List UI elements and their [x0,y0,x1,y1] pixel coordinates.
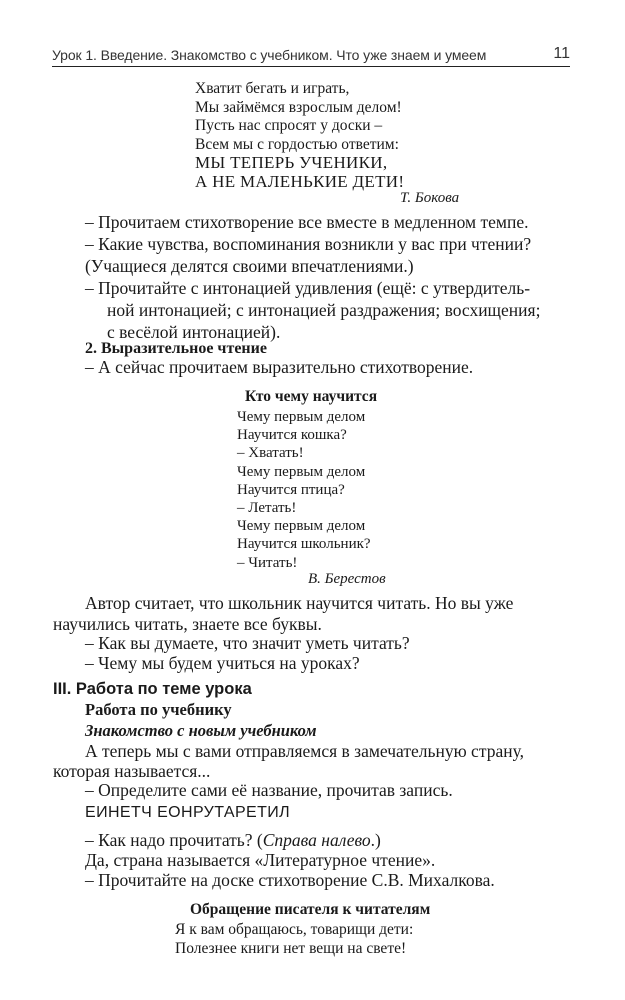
poem-3-title: Обращение писателя к читателям [190,901,431,918]
question-line [85,830,381,851]
poem-2 [237,408,371,572]
poem-1 [195,80,404,191]
page-number: 11 [553,45,570,62]
poem-line: Пусть нас спросят у доски – [195,117,383,134]
poem-line: Чему первым делом [237,463,366,480]
poem-line: Научится кошка? [237,427,347,444]
running-header [52,44,570,67]
paragraph-line: которая называется... [53,761,211,781]
section-3-subsubheading: Знакомство с новым учебником [85,721,317,740]
poem-line: МЫ ТЕПЕРЬ УЧЕНИКИ, [195,153,388,172]
poem-line: – Читать! [237,554,298,571]
instruction-line: – Определите сами её название, прочитав запись. [85,780,453,800]
poem-line: Хватит бегать и играть, [195,80,350,97]
question-prefix: – Как надо прочитать? ( [85,830,263,850]
section-3-heading: III. Работа по теме урока [53,680,252,698]
question-italic: Справа налево [262,830,371,850]
poem-line: Чему первым делом [237,409,366,425]
section-2-heading: 2. Выразительное чтение [85,340,267,357]
dialog-line-text: – Прочитайте с интонацией удивления (ещё: с утвердитель- [85,278,531,298]
poem-line: – Летать! [237,500,297,517]
poem-line: Я к вам обращаюсь, товарищи дети: [175,921,414,938]
dialog-line [85,278,570,299]
paragraph-line: Автор считает, что школьник научится читать. Но вы уже [85,593,514,613]
dialog-line: – Прочитаем стихотворение все вместе в медленном темпе. [85,212,529,232]
section-2-text: – А сейчас прочитаем выразительно стихотворение. [85,357,474,377]
answer-line: Да, страна называется «Литературное чтение». [85,850,436,870]
poem-line: А НЕ МАЛЕНЬКИЕ ДЕТИ! [195,171,405,191]
section-3-subheading: Работа по учебнику [85,700,232,719]
poem-line: Чему первым делом [237,518,366,535]
dialog-line: ной интонацией; с интонацией раздражения; восхищения; [107,300,541,320]
poem-line: Мы займёмся взрослым делом! [195,98,402,116]
poem-line: Полезнее книги нет вещи на свете! [175,940,407,957]
question-line: – Как вы думаете, что значит уметь читать? [85,633,410,653]
dialog-line: – Какие чувства, воспоминания возникли у вас при чтении? [85,234,532,254]
coded-word: ЕИНЕТЧ ЕОНРУТАРЕТИЛ [85,804,291,821]
paragraph-line: научились читать, знаете все буквы. [53,614,322,634]
poem-3 [175,920,413,958]
poem-2-author: В. Берестов [308,571,386,587]
dialog-line: (Учащиеся делятся своими впечатлениями.) [85,256,414,276]
instruction-line: – Прочитайте на доске стихотворение С.В. Михалкова. [85,870,495,890]
poem-line: Научится птица? [237,481,345,498]
running-header-title: Урок 1. Введение. Знакомство с учебником. Что уже знаем и умеем [52,47,487,63]
poem-2-title: Кто чему научится [245,388,378,405]
poem-line: – Хватать! [237,445,304,462]
question-line: – Чему мы будем учиться на уроках? [85,653,360,673]
dialog-line: с весёлой интонацией). [107,322,281,342]
question-suffix: .) [370,830,381,850]
paragraph-line: А теперь мы с вами отправляемся в замечательную страну, [85,741,524,761]
poem-1-author: Т. Бокова [400,190,460,206]
poem-line: Всем мы с гордостью ответим: [195,135,399,153]
poem-line: Научится школьник? [237,536,371,553]
